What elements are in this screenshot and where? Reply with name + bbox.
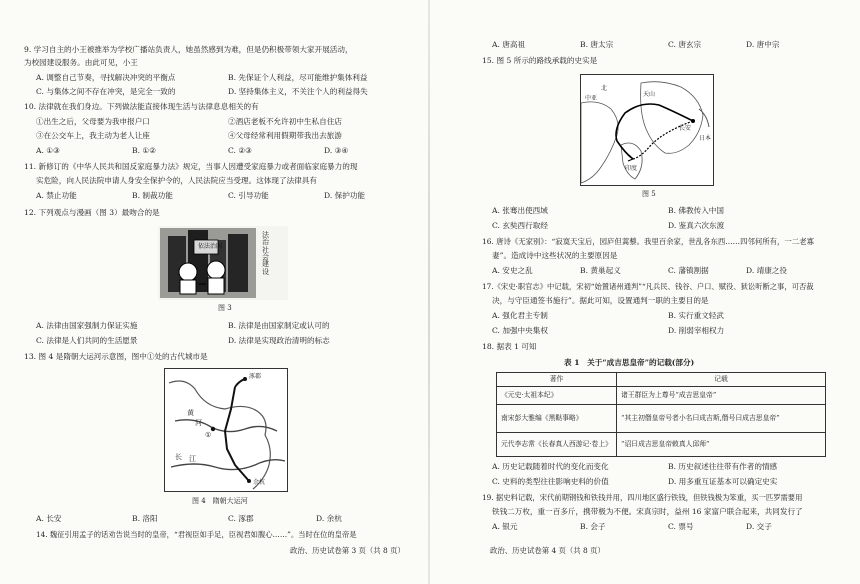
figure-4-caption: 图 4 隋朝大运河 bbox=[192, 497, 248, 505]
comic-sign-text: 依法治国 bbox=[198, 243, 223, 250]
q13-stem: 13. 图 4 是隋朝大运河示意图，图中①处的古代城市是 bbox=[24, 352, 208, 361]
table-1 bbox=[496, 372, 826, 457]
figure-3-caption: 图 3 bbox=[218, 304, 232, 312]
q17-stem-line2: 决，与守臣通签书施行”。据此可知，设置通判一职的主要目的是 bbox=[492, 296, 709, 305]
q19-option-b: B. 会子 bbox=[580, 522, 606, 531]
q10-option-a: A. ①③ bbox=[36, 146, 60, 155]
comic-vertical-caption: 法治社会建设 bbox=[262, 231, 269, 276]
q12-option-c: C. 法律是人们共同的生活愿景 bbox=[36, 336, 138, 345]
q11-option-a: A. 禁止功能 bbox=[36, 191, 77, 200]
q15-option-a: A. 张骞出使西域 bbox=[492, 206, 548, 215]
q19-option-d: D. 交子 bbox=[746, 522, 772, 531]
q13-option-d: D. 余杭 bbox=[316, 514, 342, 523]
q18-option-d: D. 用多重互证基本可以确定史实 bbox=[668, 477, 778, 486]
q15-option-b: B. 佛教传入中国 bbox=[668, 206, 724, 215]
q17-stem-line1: 17.《宋史·职官志》中记载，宋初“始置诸州通判”“凡兵民、钱谷、户口、赋役、狱讼听断之事，可否裁 bbox=[482, 282, 814, 291]
q18-option-b: B. 历史叙述往往带有作者的情感 bbox=[668, 462, 778, 471]
q18-stem: 18. 据表 1 可知 bbox=[482, 342, 537, 351]
q9-option-a: A. 调整自己节奏，寻找解决冲突的平衡点 bbox=[36, 73, 176, 82]
map-label-long: 长 bbox=[175, 453, 182, 461]
table-row bbox=[497, 433, 826, 457]
q19-stem-line2: 铁钱二万枚，重一百多斤，携带极为不便。宋真宗时，益州 16 家富户联合起来，共同发行了 bbox=[492, 507, 803, 516]
map-label-changan: 长安 bbox=[679, 125, 692, 132]
q17-option-d: D. 削弱宰相权力 bbox=[668, 326, 725, 335]
q16-stem-line1: 16. 唐诗《无家别》：“寂寞天宝后，园庐但蒿藜。我里百余家，世乱各东西……四邻何所有，一二老寡 bbox=[482, 237, 814, 246]
q11-stem-line1: 11. 新修订的《中华人民共和国反家庭暴力法》规定，当事人因遭受家庭暴力或者面临家庭暴力的现 bbox=[24, 162, 358, 171]
q13-option-b: B. 洛阳 bbox=[132, 514, 158, 523]
map-label-yellow: 黄 bbox=[187, 409, 194, 417]
q16-option-c: C. 藩镇割据 bbox=[668, 266, 709, 275]
table-header-work: 著作 bbox=[497, 373, 617, 387]
q9-stem-line1: 9. 学习自主的小王被推举为学校广播站负责人，她虽然感到为难，但是仍积极带领大家开展活动， bbox=[24, 45, 353, 54]
grand-canal-map-svg bbox=[165, 369, 288, 492]
q16-option-a: A. 安史之乱 bbox=[492, 266, 533, 275]
q12-option-d: D. 法律是实现政治清明的标志 bbox=[228, 336, 330, 345]
table-header-row bbox=[497, 373, 826, 387]
map-label-yuhang: 余杭 bbox=[253, 479, 266, 486]
table-row bbox=[497, 405, 826, 433]
q18-option-a: A. 历史记载随着时代的变化而变化 bbox=[492, 462, 609, 471]
table-header-record: 记载 bbox=[617, 373, 826, 387]
map-label-river: 河 bbox=[195, 419, 202, 427]
q10-stem: 10. 法律就在我们身边。下列做法能直接体现生活与法律息息相关的有 bbox=[24, 102, 259, 111]
map-label-central-asia: 中亚 bbox=[585, 95, 598, 102]
table-cell-work: 《元史·太祖本纪》 bbox=[497, 387, 617, 405]
q9-option-c: C. 与集体之间不存在冲突，是完全一致的 bbox=[36, 87, 176, 96]
q16-stem-line2: 妻”。造成诗中这些状况的主要原因是 bbox=[492, 251, 618, 260]
q18-option-c: C. 史料的类型往往影响史料的价值 bbox=[492, 477, 609, 486]
q15-option-d: D. 鉴真六次东渡 bbox=[668, 221, 725, 230]
q16-option-b: B. 黄巢起义 bbox=[580, 266, 621, 275]
q12-stem: 12. 下列观点与漫画（图 3）最吻合的是 bbox=[24, 208, 160, 217]
table-cell-record: 诸王群臣为上尊号“成吉思皇帝” bbox=[617, 387, 826, 405]
map-label-india: 印度 bbox=[625, 165, 638, 172]
map-label-tianshan: 天山 bbox=[643, 91, 656, 98]
q15-option-c: C. 玄奘西行取经 bbox=[492, 221, 548, 230]
exam-page-4 bbox=[430, 0, 860, 584]
q15-stem: 15. 图 5 所示的路线承载的史实是 bbox=[482, 56, 598, 65]
q9-option-b: B. 先保证个人利益，尽可能维护集体利益 bbox=[228, 73, 368, 82]
q10-statement-3: ③在公交车上，我主动为老人让座 bbox=[36, 131, 150, 140]
q11-option-b: B. 制裁功能 bbox=[132, 191, 173, 200]
table-cell-record: “诏曰成吉思皇帝敕真人邱师” bbox=[617, 433, 826, 457]
table-1-title: 表 1 关于“成吉思皇帝”的记载(部分) bbox=[564, 358, 695, 367]
figure-5-caption: 图 5 bbox=[642, 190, 656, 198]
map-label-jiang: 江 bbox=[189, 455, 196, 463]
page-3-footer: 政治、历史试卷第 3 页（共 8 页） bbox=[290, 546, 405, 555]
q19-option-a: A. 银元 bbox=[492, 522, 518, 531]
q10-option-c: C. ②③ bbox=[228, 146, 252, 155]
map-label-japan: 日本 bbox=[699, 135, 712, 142]
table-cell-record: “其主初僭皇帝号者小名曰成吉斯,僭号曰成吉思皇帝” bbox=[617, 405, 826, 433]
q13-option-c: C. 涿郡 bbox=[228, 514, 254, 523]
q19-stem-line1: 19. 据史料记载，宋代前期钢钱和铁钱并用，四川地区盛行铁钱，但铁钱极为笨重，买一匹罗需要用 bbox=[482, 493, 803, 502]
q11-option-d: D. 保护功能 bbox=[324, 191, 366, 200]
q10-option-b: B. ①② bbox=[132, 146, 157, 155]
comic-figure-3 bbox=[158, 226, 288, 300]
q10-statement-1: ①出生之后，父母要为我申报户口 bbox=[36, 117, 150, 126]
q17-option-a: A. 强化君主专制 bbox=[492, 311, 548, 320]
q14-option-d: D. 唐中宗 bbox=[746, 40, 780, 49]
page-4-footer: 政治、历史试卷第 4 页（共 8 页） bbox=[490, 546, 605, 555]
q11-stem-line2: 实危险，向人民法院申请人身安全保护令的，人民法院应当受理。这体现了法律具有 bbox=[36, 176, 317, 185]
q10-statement-4: ④父母经常利用假期带我出去旅游 bbox=[228, 131, 342, 140]
q9-stem-line2: 为校园建设服务。由此可见，小王 bbox=[24, 58, 138, 67]
q14-stem: 14. 魏征引用孟子的话劝告说当时的皇帝，“君视臣如手足，臣视君如腹心……”。当时在位的皇帝是 bbox=[36, 530, 357, 539]
map-label-north: 北 bbox=[601, 85, 608, 92]
q16-option-d: D. 靖康之役 bbox=[746, 266, 788, 275]
map-label-zhuojun: 涿郡 bbox=[249, 373, 262, 380]
table-cell-work: 元代李志常《长春真人西游记·卷上》 bbox=[497, 433, 617, 457]
grand-canal-map bbox=[164, 368, 288, 492]
q11-option-c: C. 引导功能 bbox=[228, 191, 269, 200]
route-map-figure-5 bbox=[580, 74, 714, 186]
table-row bbox=[497, 387, 826, 405]
q17-option-c: C. 加强中央集权 bbox=[492, 326, 548, 335]
table-cell-work: 南宋彭大雅编《黑鞑事略》 bbox=[497, 405, 617, 433]
map-marker-1: ① bbox=[205, 431, 212, 439]
q10-statement-2: ②酒店老板不允许初中生私自住店 bbox=[228, 117, 342, 126]
q14-option-b: B. 唐太宗 bbox=[580, 40, 614, 49]
q17-option-b: B. 实行重文轻武 bbox=[668, 311, 724, 320]
q10-option-d: D. ③④ bbox=[324, 146, 349, 155]
q14-option-a: A. 唐高祖 bbox=[492, 40, 526, 49]
q19-option-c: C. 票号 bbox=[668, 522, 694, 531]
q12-option-b: B. 法律是由国家制定或认可的 bbox=[228, 321, 330, 330]
q12-option-a: A. 法律由国家强制力保证实施 bbox=[36, 321, 138, 330]
q9-option-d: D. 坚持集体主义，不关注个人的利益得失 bbox=[228, 87, 368, 96]
q14-option-c: C. 唐玄宗 bbox=[668, 40, 702, 49]
q13-option-a: A. 长安 bbox=[36, 514, 62, 523]
